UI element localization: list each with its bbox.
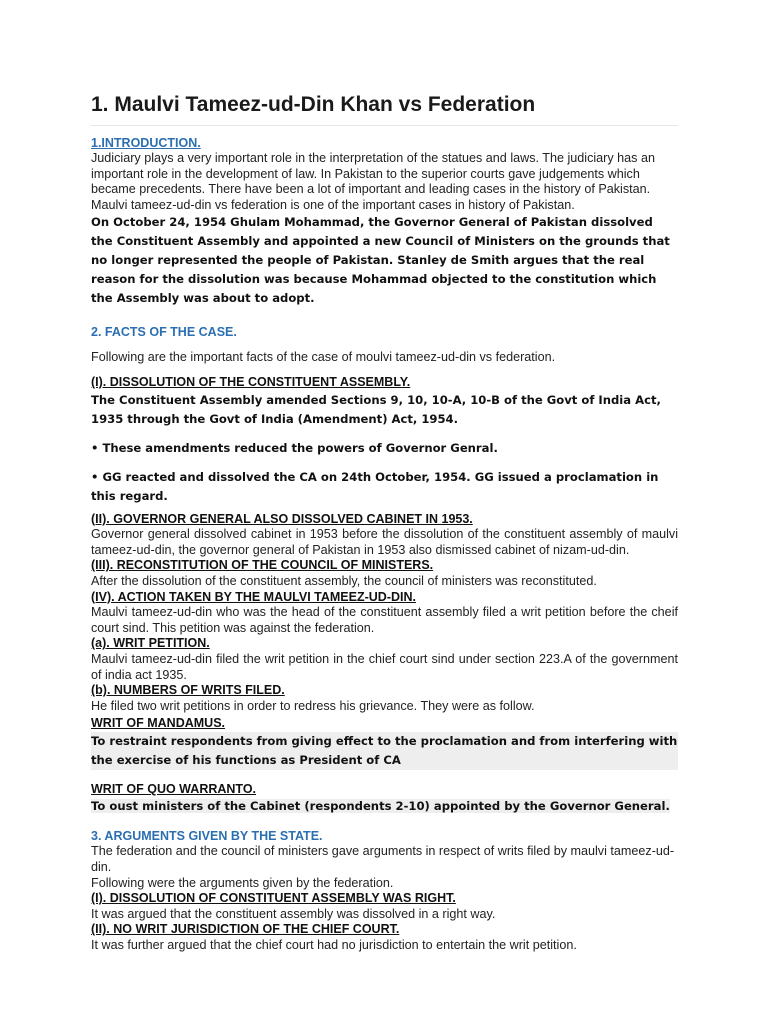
arguments-section-2-text: It was further argued that the chief court had no jurisdiction to entertain the writ petition.: [91, 938, 577, 953]
writ-of-mandamus-text: To restraint respondents from giving effect to the proclamation and from interfering with the exercise of his functions as President of CA: [91, 732, 678, 770]
facts-section-4-heading: (IV). ACTION TAKEN BY THE MAULVI TAMEEZ-UD-DIN.: [91, 589, 416, 604]
arguments-text-2: Following were the arguments given by the federation.: [91, 875, 394, 890]
document-page: [91, 92, 678, 954]
writ-of-quo-warranto-heading: WRIT OF QUO WARRANTO.: [91, 781, 257, 796]
facts-section-3-heading: (III). RECONSTITUTION OF THE COUNCIL OF MINISTERS.: [91, 558, 434, 573]
facts-bullet-1: • These amendments reduced the powers of Governor Genral.: [91, 440, 498, 455]
arguments-heading: 3. ARGUMENTS GIVEN BY THE STATE.: [91, 829, 323, 844]
number-of-writs-text: He filed two writ petitions in order to redress his grievance. They were as follow.: [91, 698, 535, 713]
arguments-section-1-text: It was argued that the constituent assembly was dissolved in a right way.: [91, 906, 496, 921]
writ-of-quo-warranto-highlight: To oust ministers of the Cabinet (respondents 2-10) appointed by the Governor General.: [91, 799, 670, 814]
facts-lead: Following are the important facts of the case of moulvi tameez-ud-din vs federation.: [91, 350, 556, 365]
dissolution-paragraph: On October 24, 1954 Ghulam Mohammad, the Governor General of Pakistan dissolved the Constituent Assembly and appointed a new Council of Ministers on the grounds that no longer represented the people of Pakistan. Stanley de Smith argues that the real reason for the dissolution was because Mohammad objected to the constitution which the Assembly was about to adopt.: [91, 215, 670, 306]
document-title: 1. Maulvi Tameez-ud-Din Khan vs Federation: [91, 92, 678, 126]
arguments-section-1-heading: (I). DISSOLUTION OF CONSTITUENT ASSEMBLY WAS RIGHT.: [91, 891, 456, 906]
facts-heading: 2. FACTS OF THE CASE.: [91, 325, 237, 340]
writ-petition-text: Maulvi tameez-ud-din filed the writ petition in the chief court sind under section 223.A of the government of india act 1935.: [91, 651, 678, 682]
writ-petition-heading: (a). WRIT PETITION.: [91, 636, 210, 651]
introduction-heading: 1.INTRODUCTION.: [91, 136, 201, 150]
writ-of-mandamus-heading: WRIT OF MANDAMUS.: [91, 716, 226, 731]
writ-of-quo-warranto-text: [91, 797, 678, 816]
facts-section-4-text: Maulvi tameez-ud-din who was the head of the constituent assembly filed a writ petition before the cheif court sind. This petition was against the federation.: [91, 605, 678, 635]
facts-section-1-text: The Constituent Assembly amended Sections 9, 10, 10-A, 10-B of the Govt of India Act, 1935 through the Govt of India (Amendment) Act, 1954.: [91, 392, 661, 426]
facts-bullet-2: • GG reacted and dissolved the CA on 24th October, 1954. GG issued a proclamation in this regard.: [91, 469, 659, 503]
facts-section-1-heading: (I). DISSOLUTION OF THE CONSTITUENT ASSEMBLY.: [91, 374, 411, 389]
facts-section-3-text: After the dissolution of the constituent assembly, the council of ministers was reconstituted.: [91, 573, 597, 588]
facts-section-2-text: Governor general dissolved cabinet in 1953 before the dissolution of the constituent assembly of maulvi tameez-ud-din, the governor general of Pakistan in 1953 also dismissed cabinet of nizam-ud-din.: [91, 527, 678, 557]
number-of-writs-heading: (b). NUMBERS OF WRITS FILED.: [91, 683, 285, 698]
arguments-section-2-heading: (II). NO WRIT JURISDICTION OF THE CHIEF COURT.: [91, 922, 400, 937]
arguments-text-1: The federation and the council of ministers gave arguments in respect of writs filed by maulvi tameez-ud-din.: [91, 844, 675, 875]
facts-section-2-heading: (II). GOVERNOR GENERAL ALSO DISSOLVED CABINET IN 1953.: [91, 511, 473, 526]
introduction-paragraph: Judiciary plays a very important role in the interpretation of the statues and laws. The judiciary has an important role in the development of law. In Pakistan to the superior courts gave judgements which became precedents. There have been a lot of important and leading cases in the history of Pakistan. Maulvi tameez-ud-din vs federation is one of the important cases in history of Pakistan.: [91, 151, 655, 212]
